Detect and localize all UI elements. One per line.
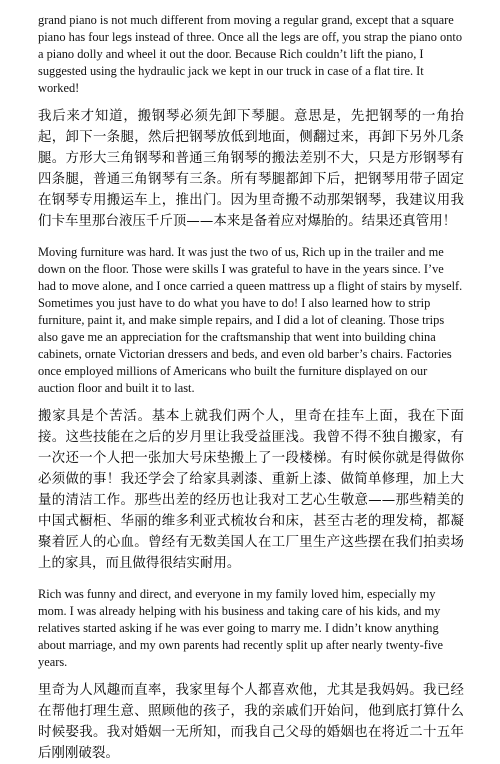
english-paragraph-1: grand piano is not much different from moving a regular grand, except that a square piano has four legs instead of three. Once all the legs are off, you strap the piano onto a piano dolly and wheel it out the door. Because Rich couldn’t lift the piano, I suggested using the hydraulic jack we kept in our truck in case of a flat tire. It worked! — [38, 13, 463, 95]
paragraph-gap — [38, 97, 464, 106]
chinese-paragraph-1: 我后来才知道，搬钢琴必须先卸下琴腿。意思是，先把钢琴的一角抬起，卸下一条腿，然后把钢琴放低到地面，侧翻过来，再卸下另外几条腿。方形大三角钢琴和普通三角钢琴的搬法差别不大，只是方形钢琴有四条腿，普通三角钢琴有三条。所有琴腿都卸下后，把钢琴用带子固定在钢琴专用搬运车上，推出门。因为里奇搬不动那架钢琴，我建议用我们卡车里那台液压千斤顶——本来是备着应对爆胎的。结果还真管用！ — [38, 109, 464, 229]
chinese-paragraph-2: 搬家具是个苦活。基本上就我们两个人，里奇在挂车上面，我在下面接。这些技能在之后的岁月里让我受益匪浅。我曾不得不独自搬家，有一次还一个人把一张加大号床垫搬上了一段楼梯。有时候你就是得做你必须做的事！我还学会了给家具剥漆、重新上漆、做简单修理，加上大量的清洁工作。那些出差的经历也让我对工艺心生敬意——那些精美的中国式橱柜、华丽的维多利亚式梳妆台和床，甚至古老的理发椅，都凝聚着匠人的心血。曾经有无数美国人在工厂里生产这些摆在我们拍卖场上的家具，而且做得很结实耐用。 — [38, 409, 464, 571]
paragraph-gap — [38, 671, 464, 680]
document-page — [38, 12, 464, 764]
paragraph-gap — [38, 232, 464, 244]
english-paragraph-3: Rich was funny and direct, and everyone in my family loved him, especially my mom. I was already helping with his business and taking care of his kids, and my relatives started asking if he was ever going to marry me. I didn’t know anything about marriage, and my own parents had recently split up after nearly twenty-five years. — [38, 587, 443, 669]
paragraph-gap — [38, 397, 464, 406]
english-paragraph-2: Moving furniture was hard. It was just the two of us, Rich up in the trailer and me down on the floor. Those were skills I was grateful to have in the years since. I’ve had to move alone, and I once carried a queen mattress up a flight of stairs by myself. Sometimes you just have to do what you have to do! I also learned how to strip furniture, paint it, and make simple repairs, and I did a lot of cleaning. Those trips also gave me an appreciation for the craftsmanship that went into building china cabinets, ornate Victorian dressers and beds, and even old barber’s chairs. Factories once employed millions of Americans who built the furniture displayed on our auction floor and built it to last. — [38, 245, 463, 395]
chinese-paragraph-3: 里奇为人风趣而直率，我家里每个人都喜欢他，尤其是我妈妈。我已经在帮他打理生意、照顾他的孩子，我的亲戚们开始问，他到底打算什么时候娶我。我对婚姻一无所知，而我自己父母的婚姻也在将近二十五年后刚刚破裂。 — [38, 683, 464, 761]
paragraph-gap — [38, 574, 464, 586]
